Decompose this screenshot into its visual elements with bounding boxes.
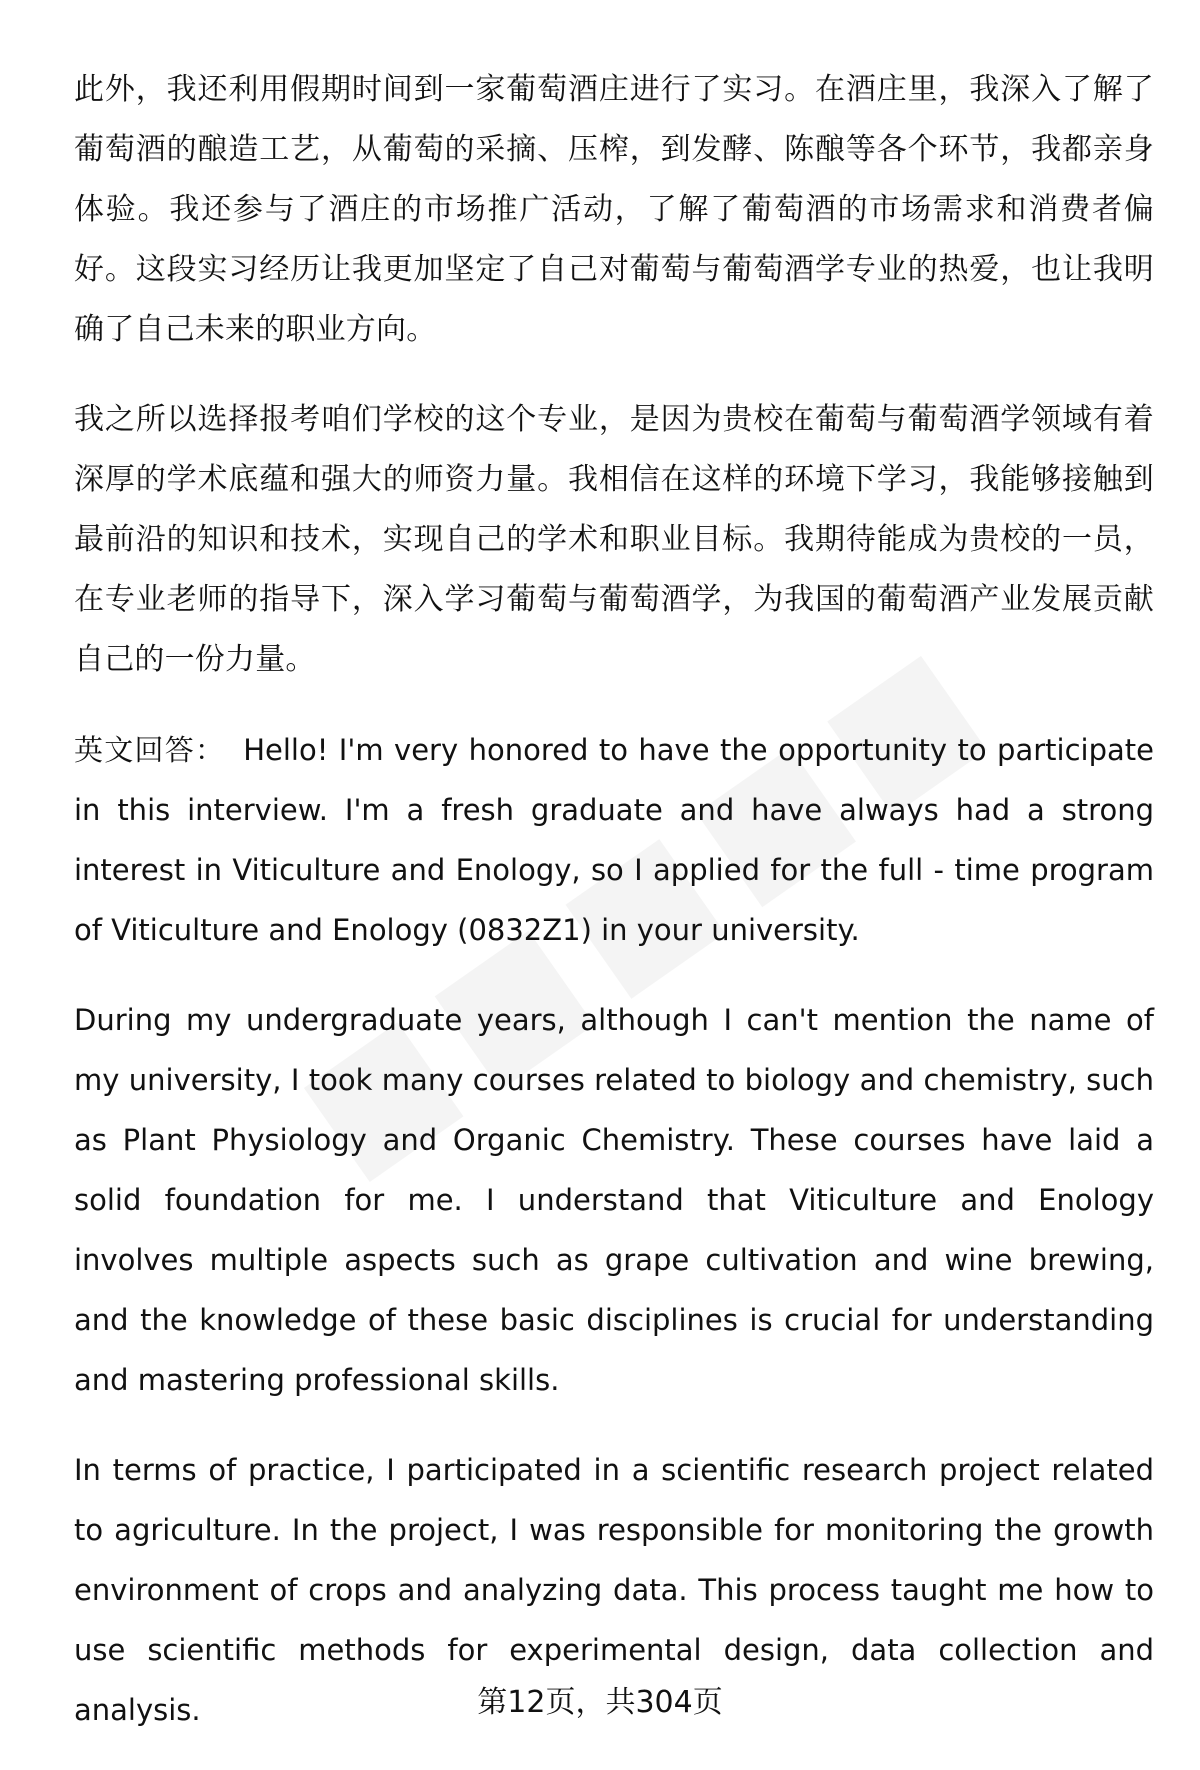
english-answer-text: Hello! I'm very honored to have the opportunity to participate in this interview. I'm a fresh graduate and have always had a strong interest in Viticulture and Enology, so I applied for the full - time program of Viticulture and Enology (0832Z1) in your university. — [74, 733, 1154, 947]
paragraph-internship: 此外，我还利用假期时间到一家葡萄酒庄进行了实习。在酒庄里，我深入了解了葡萄酒的酿造工艺，从葡萄的采摘、压榨，到发酵、陈酿等各个环节，我都亲身体验。我还参与了酒庄的市场推广活动，了解了葡萄酒的市场需求和消费者偏好。这段实习经历让我更加坚定了自己对葡萄与葡萄酒学专业的热爱，也让我明确了自己未来的职业方向。 — [74, 72, 1154, 347]
paragraph-practice: In terms of practice, I participated in a scientific research project related to agriculture. In the project, I was responsible for monitoring the growth environment of crops and analyzing data. This process taught me how to use scientific methods for experimental design, data collection and analysis. — [74, 1453, 1154, 1727]
paragraph-english-intro — [74, 720, 1154, 960]
paragraph-undergraduate: During my undergraduate years, although I can't mention the name of my university, I took many courses related to biology and chemistry, such as Plant Physiology and Organic Chemistry. These courses have laid a solid foundation for me. I understand that Viticulture and Enology involves multiple aspects such as grape cultivation and wine brewing, and the knowledge of these basic disciplines is crucial for understanding and mastering professional skills. — [74, 1003, 1154, 1397]
paragraph-reason: 我之所以选择报考咱们学校的这个专业，是因为贵校在葡萄与葡萄酒学领域有着深厚的学术底蕴和强大的师资力量。我相信在这样的环境下学习，我能够接触到最前沿的知识和技术，实现自己的学术和职业目标。我期待能成为贵校的一员，在专业老师的指导下，深入学习葡萄与葡萄酒学，为我国的葡萄酒产业发展贡献自己的一份力量。 — [74, 402, 1154, 677]
page-number: 第12页，共304页 — [477, 1685, 723, 1720]
page-content — [74, 60, 1154, 1770]
english-answer-label: 英文回答： — [74, 733, 226, 767]
